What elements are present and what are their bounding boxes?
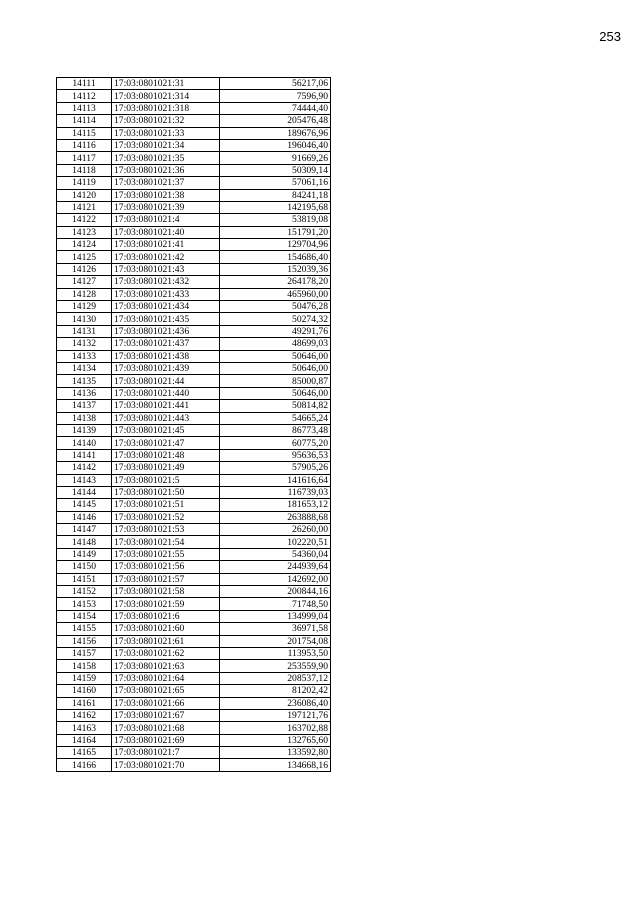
table-row: [57, 152, 331, 164]
value-cell: 253559,90: [220, 660, 331, 672]
cadastral-number-cell: 17:03:0801021:53: [112, 524, 220, 536]
table-row: [57, 672, 331, 684]
cadastral-number-cell: 17:03:0801021:434: [112, 301, 220, 313]
value-cell: 134999,04: [220, 610, 331, 622]
row-number-cell: 14146: [57, 511, 112, 523]
table-row: [57, 437, 331, 449]
cadastral-number-cell: 17:03:0801021:5: [112, 474, 220, 486]
table-row: [57, 102, 331, 114]
table-row: [57, 561, 331, 573]
value-cell: 91669,26: [220, 152, 331, 164]
row-number-cell: 14151: [57, 573, 112, 585]
value-cell: 54360,04: [220, 548, 331, 560]
table-row: [57, 486, 331, 498]
row-number-cell: 14145: [57, 499, 112, 511]
row-number-cell: 14147: [57, 524, 112, 536]
row-number-cell: 14164: [57, 734, 112, 746]
table-row: [57, 251, 331, 263]
cadastral-number-cell: 17:03:0801021:44: [112, 375, 220, 387]
row-number-cell: 14166: [57, 759, 112, 771]
row-number-cell: 14143: [57, 474, 112, 486]
cadastral-number-cell: 17:03:0801021:65: [112, 685, 220, 697]
table-row: [57, 239, 331, 251]
value-cell: 142692,00: [220, 573, 331, 585]
value-cell: 129704,96: [220, 239, 331, 251]
value-cell: 95636,53: [220, 449, 331, 461]
cadastral-number-cell: 17:03:0801021:64: [112, 672, 220, 684]
row-number-cell: 14114: [57, 115, 112, 127]
table-row: [57, 325, 331, 337]
table-row: [57, 214, 331, 226]
row-number-cell: 14135: [57, 375, 112, 387]
value-cell: 84241,18: [220, 189, 331, 201]
cadastral-number-cell: 17:03:0801021:45: [112, 424, 220, 436]
value-cell: 50646,00: [220, 350, 331, 362]
value-cell: 53819,08: [220, 214, 331, 226]
table-row: [57, 387, 331, 399]
table-row: [57, 499, 331, 511]
value-cell: 54665,24: [220, 412, 331, 424]
table-row: [57, 685, 331, 697]
cadastral-number-cell: 17:03:0801021:50: [112, 486, 220, 498]
table-row: [57, 177, 331, 189]
table-row: [57, 375, 331, 387]
cadastral-number-cell: 17:03:0801021:54: [112, 536, 220, 548]
row-number-cell: 14150: [57, 561, 112, 573]
row-number-cell: 14159: [57, 672, 112, 684]
table-row: [57, 164, 331, 176]
cadastral-number-cell: 17:03:0801021:6: [112, 610, 220, 622]
cadastral-number-cell: 17:03:0801021:32: [112, 115, 220, 127]
value-cell: 50274,32: [220, 313, 331, 325]
cadastral-number-cell: 17:03:0801021:47: [112, 437, 220, 449]
value-cell: 263888,68: [220, 511, 331, 523]
value-cell: 264178,20: [220, 276, 331, 288]
row-number-cell: 14123: [57, 226, 112, 238]
cadastral-number-cell: 17:03:0801021:57: [112, 573, 220, 585]
value-cell: 56217,06: [220, 78, 331, 90]
cadastral-number-cell: 17:03:0801021:60: [112, 623, 220, 635]
row-number-cell: 14138: [57, 412, 112, 424]
table-row: [57, 127, 331, 139]
cadastral-number-cell: 17:03:0801021:39: [112, 201, 220, 213]
row-number-cell: 14122: [57, 214, 112, 226]
cadastral-number-cell: 17:03:0801021:58: [112, 586, 220, 598]
row-number-cell: 14149: [57, 548, 112, 560]
value-cell: 205476,48: [220, 115, 331, 127]
cadastral-number-cell: 17:03:0801021:61: [112, 635, 220, 647]
row-number-cell: 14120: [57, 189, 112, 201]
table-row: [57, 115, 331, 127]
table-row: [57, 660, 331, 672]
value-cell: 57905,26: [220, 462, 331, 474]
row-number-cell: 14128: [57, 288, 112, 300]
table-row: [57, 610, 331, 622]
table-row: [57, 449, 331, 461]
row-number-cell: 14133: [57, 350, 112, 362]
value-cell: 152039,36: [220, 263, 331, 275]
value-cell: 163702,88: [220, 722, 331, 734]
row-number-cell: 14132: [57, 338, 112, 350]
row-number-cell: 14157: [57, 647, 112, 659]
table-row: [57, 598, 331, 610]
row-number-cell: 14154: [57, 610, 112, 622]
row-number-cell: 14125: [57, 251, 112, 263]
value-cell: 50646,00: [220, 362, 331, 374]
value-cell: 74444,40: [220, 102, 331, 114]
value-cell: 201754,08: [220, 635, 331, 647]
cadastral-number-cell: 17:03:0801021:433: [112, 288, 220, 300]
value-cell: 60775,20: [220, 437, 331, 449]
cadastral-number-cell: 17:03:0801021:67: [112, 709, 220, 721]
cadastral-number-cell: 17:03:0801021:62: [112, 647, 220, 659]
row-number-cell: 14152: [57, 586, 112, 598]
row-number-cell: 14124: [57, 239, 112, 251]
table-row: [57, 462, 331, 474]
table-row: [57, 424, 331, 436]
row-number-cell: 14126: [57, 263, 112, 275]
value-cell: 85000,87: [220, 375, 331, 387]
value-cell: 189676,96: [220, 127, 331, 139]
table-row: [57, 78, 331, 90]
table-row: [57, 350, 331, 362]
table-row: [57, 288, 331, 300]
table-row: [57, 573, 331, 585]
cadastral-number-cell: 17:03:0801021:4: [112, 214, 220, 226]
value-cell: 132765,60: [220, 734, 331, 746]
cadastral-number-cell: 17:03:0801021:437: [112, 338, 220, 350]
table-row: [57, 362, 331, 374]
value-cell: 134668,16: [220, 759, 331, 771]
table-row: [57, 301, 331, 313]
cadastral-number-cell: 17:03:0801021:440: [112, 387, 220, 399]
value-cell: 154686,40: [220, 251, 331, 263]
row-number-cell: 14142: [57, 462, 112, 474]
records-table-body: [57, 78, 331, 772]
value-cell: 49291,76: [220, 325, 331, 337]
cadastral-number-cell: 17:03:0801021:7: [112, 747, 220, 759]
cadastral-number-cell: 17:03:0801021:43: [112, 263, 220, 275]
cadastral-number-cell: 17:03:0801021:436: [112, 325, 220, 337]
cadastral-number-cell: 17:03:0801021:52: [112, 511, 220, 523]
row-number-cell: 14158: [57, 660, 112, 672]
row-number-cell: 14155: [57, 623, 112, 635]
row-number-cell: 14144: [57, 486, 112, 498]
table-row: [57, 623, 331, 635]
row-number-cell: 14116: [57, 139, 112, 151]
row-number-cell: 14161: [57, 697, 112, 709]
cadastral-number-cell: 17:03:0801021:439: [112, 362, 220, 374]
table-row: [57, 263, 331, 275]
cadastral-number-cell: 17:03:0801021:432: [112, 276, 220, 288]
cadastral-number-cell: 17:03:0801021:55: [112, 548, 220, 560]
row-number-cell: 14165: [57, 747, 112, 759]
row-number-cell: 14113: [57, 102, 112, 114]
row-number-cell: 14129: [57, 301, 112, 313]
row-number-cell: 14111: [57, 78, 112, 90]
value-cell: 48699,03: [220, 338, 331, 350]
table-row: [57, 548, 331, 560]
cadastral-number-cell: 17:03:0801021:314: [112, 90, 220, 102]
table-row: [57, 722, 331, 734]
cadastral-number-cell: 17:03:0801021:37: [112, 177, 220, 189]
value-cell: 81202,42: [220, 685, 331, 697]
table-row: [57, 400, 331, 412]
cadastral-number-cell: 17:03:0801021:33: [112, 127, 220, 139]
value-cell: 26260,00: [220, 524, 331, 536]
table-row: [57, 338, 331, 350]
table-row: [57, 536, 331, 548]
value-cell: 244939,64: [220, 561, 331, 573]
value-cell: 50646,00: [220, 387, 331, 399]
row-number-cell: 14134: [57, 362, 112, 374]
row-number-cell: 14130: [57, 313, 112, 325]
cadastral-number-cell: 17:03:0801021:34: [112, 139, 220, 151]
cadastral-number-cell: 17:03:0801021:70: [112, 759, 220, 771]
table-row: [57, 709, 331, 721]
cadastral-number-cell: 17:03:0801021:35: [112, 152, 220, 164]
records-table: [56, 77, 331, 772]
value-cell: 50814,82: [220, 400, 331, 412]
row-number-cell: 14156: [57, 635, 112, 647]
row-number-cell: 14163: [57, 722, 112, 734]
row-number-cell: 14112: [57, 90, 112, 102]
cadastral-number-cell: 17:03:0801021:51: [112, 499, 220, 511]
cadastral-number-cell: 17:03:0801021:56: [112, 561, 220, 573]
table-row: [57, 697, 331, 709]
table-row: [57, 139, 331, 151]
row-number-cell: 14117: [57, 152, 112, 164]
row-number-cell: 14137: [57, 400, 112, 412]
cadastral-number-cell: 17:03:0801021:42: [112, 251, 220, 263]
cadastral-number-cell: 17:03:0801021:68: [112, 722, 220, 734]
cadastral-number-cell: 17:03:0801021:36: [112, 164, 220, 176]
value-cell: 36971,58: [220, 623, 331, 635]
value-cell: 116739,03: [220, 486, 331, 498]
table-row: [57, 759, 331, 771]
value-cell: 142195,68: [220, 201, 331, 213]
row-number-cell: 14118: [57, 164, 112, 176]
value-cell: 197121,76: [220, 709, 331, 721]
cadastral-number-cell: 17:03:0801021:443: [112, 412, 220, 424]
row-number-cell: 14115: [57, 127, 112, 139]
table-row: [57, 524, 331, 536]
value-cell: 133592,80: [220, 747, 331, 759]
table-row: [57, 647, 331, 659]
value-cell: 151791,20: [220, 226, 331, 238]
cadastral-number-cell: 17:03:0801021:441: [112, 400, 220, 412]
cadastral-number-cell: 17:03:0801021:435: [112, 313, 220, 325]
cadastral-number-cell: 17:03:0801021:59: [112, 598, 220, 610]
table-row: [57, 747, 331, 759]
cadastral-number-cell: 17:03:0801021:49: [112, 462, 220, 474]
cadastral-number-cell: 17:03:0801021:41: [112, 239, 220, 251]
row-number-cell: 14148: [57, 536, 112, 548]
table-row: [57, 276, 331, 288]
row-number-cell: 14131: [57, 325, 112, 337]
cadastral-number-cell: 17:03:0801021:48: [112, 449, 220, 461]
row-number-cell: 14160: [57, 685, 112, 697]
row-number-cell: 14136: [57, 387, 112, 399]
row-number-cell: 14119: [57, 177, 112, 189]
value-cell: 196046,40: [220, 139, 331, 151]
value-cell: 236086,40: [220, 697, 331, 709]
row-number-cell: 14140: [57, 437, 112, 449]
row-number-cell: 14153: [57, 598, 112, 610]
cadastral-number-cell: 17:03:0801021:69: [112, 734, 220, 746]
table-row: [57, 226, 331, 238]
value-cell: 50476,28: [220, 301, 331, 313]
value-cell: 113953,50: [220, 647, 331, 659]
value-cell: 141616,64: [220, 474, 331, 486]
value-cell: 181653,12: [220, 499, 331, 511]
row-number-cell: 14121: [57, 201, 112, 213]
cadastral-number-cell: 17:03:0801021:66: [112, 697, 220, 709]
cadastral-number-cell: 17:03:0801021:31: [112, 78, 220, 90]
value-cell: 200844,16: [220, 586, 331, 598]
table-row: [57, 734, 331, 746]
value-cell: 7596,90: [220, 90, 331, 102]
table-row: [57, 474, 331, 486]
table-row: [57, 412, 331, 424]
value-cell: 208537,12: [220, 672, 331, 684]
cadastral-number-cell: 17:03:0801021:38: [112, 189, 220, 201]
cadastral-number-cell: 17:03:0801021:438: [112, 350, 220, 362]
row-number-cell: 14141: [57, 449, 112, 461]
table-row: [57, 90, 331, 102]
table-row: [57, 201, 331, 213]
table-row: [57, 511, 331, 523]
table-row: [57, 189, 331, 201]
value-cell: 57061,16: [220, 177, 331, 189]
row-number-cell: 14127: [57, 276, 112, 288]
page-number: 253: [599, 29, 621, 44]
cadastral-number-cell: 17:03:0801021:63: [112, 660, 220, 672]
cadastral-number-cell: 17:03:0801021:318: [112, 102, 220, 114]
table-row: [57, 313, 331, 325]
value-cell: 50309,14: [220, 164, 331, 176]
table-row: [57, 586, 331, 598]
value-cell: 71748,50: [220, 598, 331, 610]
table-row: [57, 635, 331, 647]
row-number-cell: 14139: [57, 424, 112, 436]
value-cell: 102220,51: [220, 536, 331, 548]
cadastral-number-cell: 17:03:0801021:40: [112, 226, 220, 238]
value-cell: 465960,00: [220, 288, 331, 300]
value-cell: 86773,48: [220, 424, 331, 436]
row-number-cell: 14162: [57, 709, 112, 721]
